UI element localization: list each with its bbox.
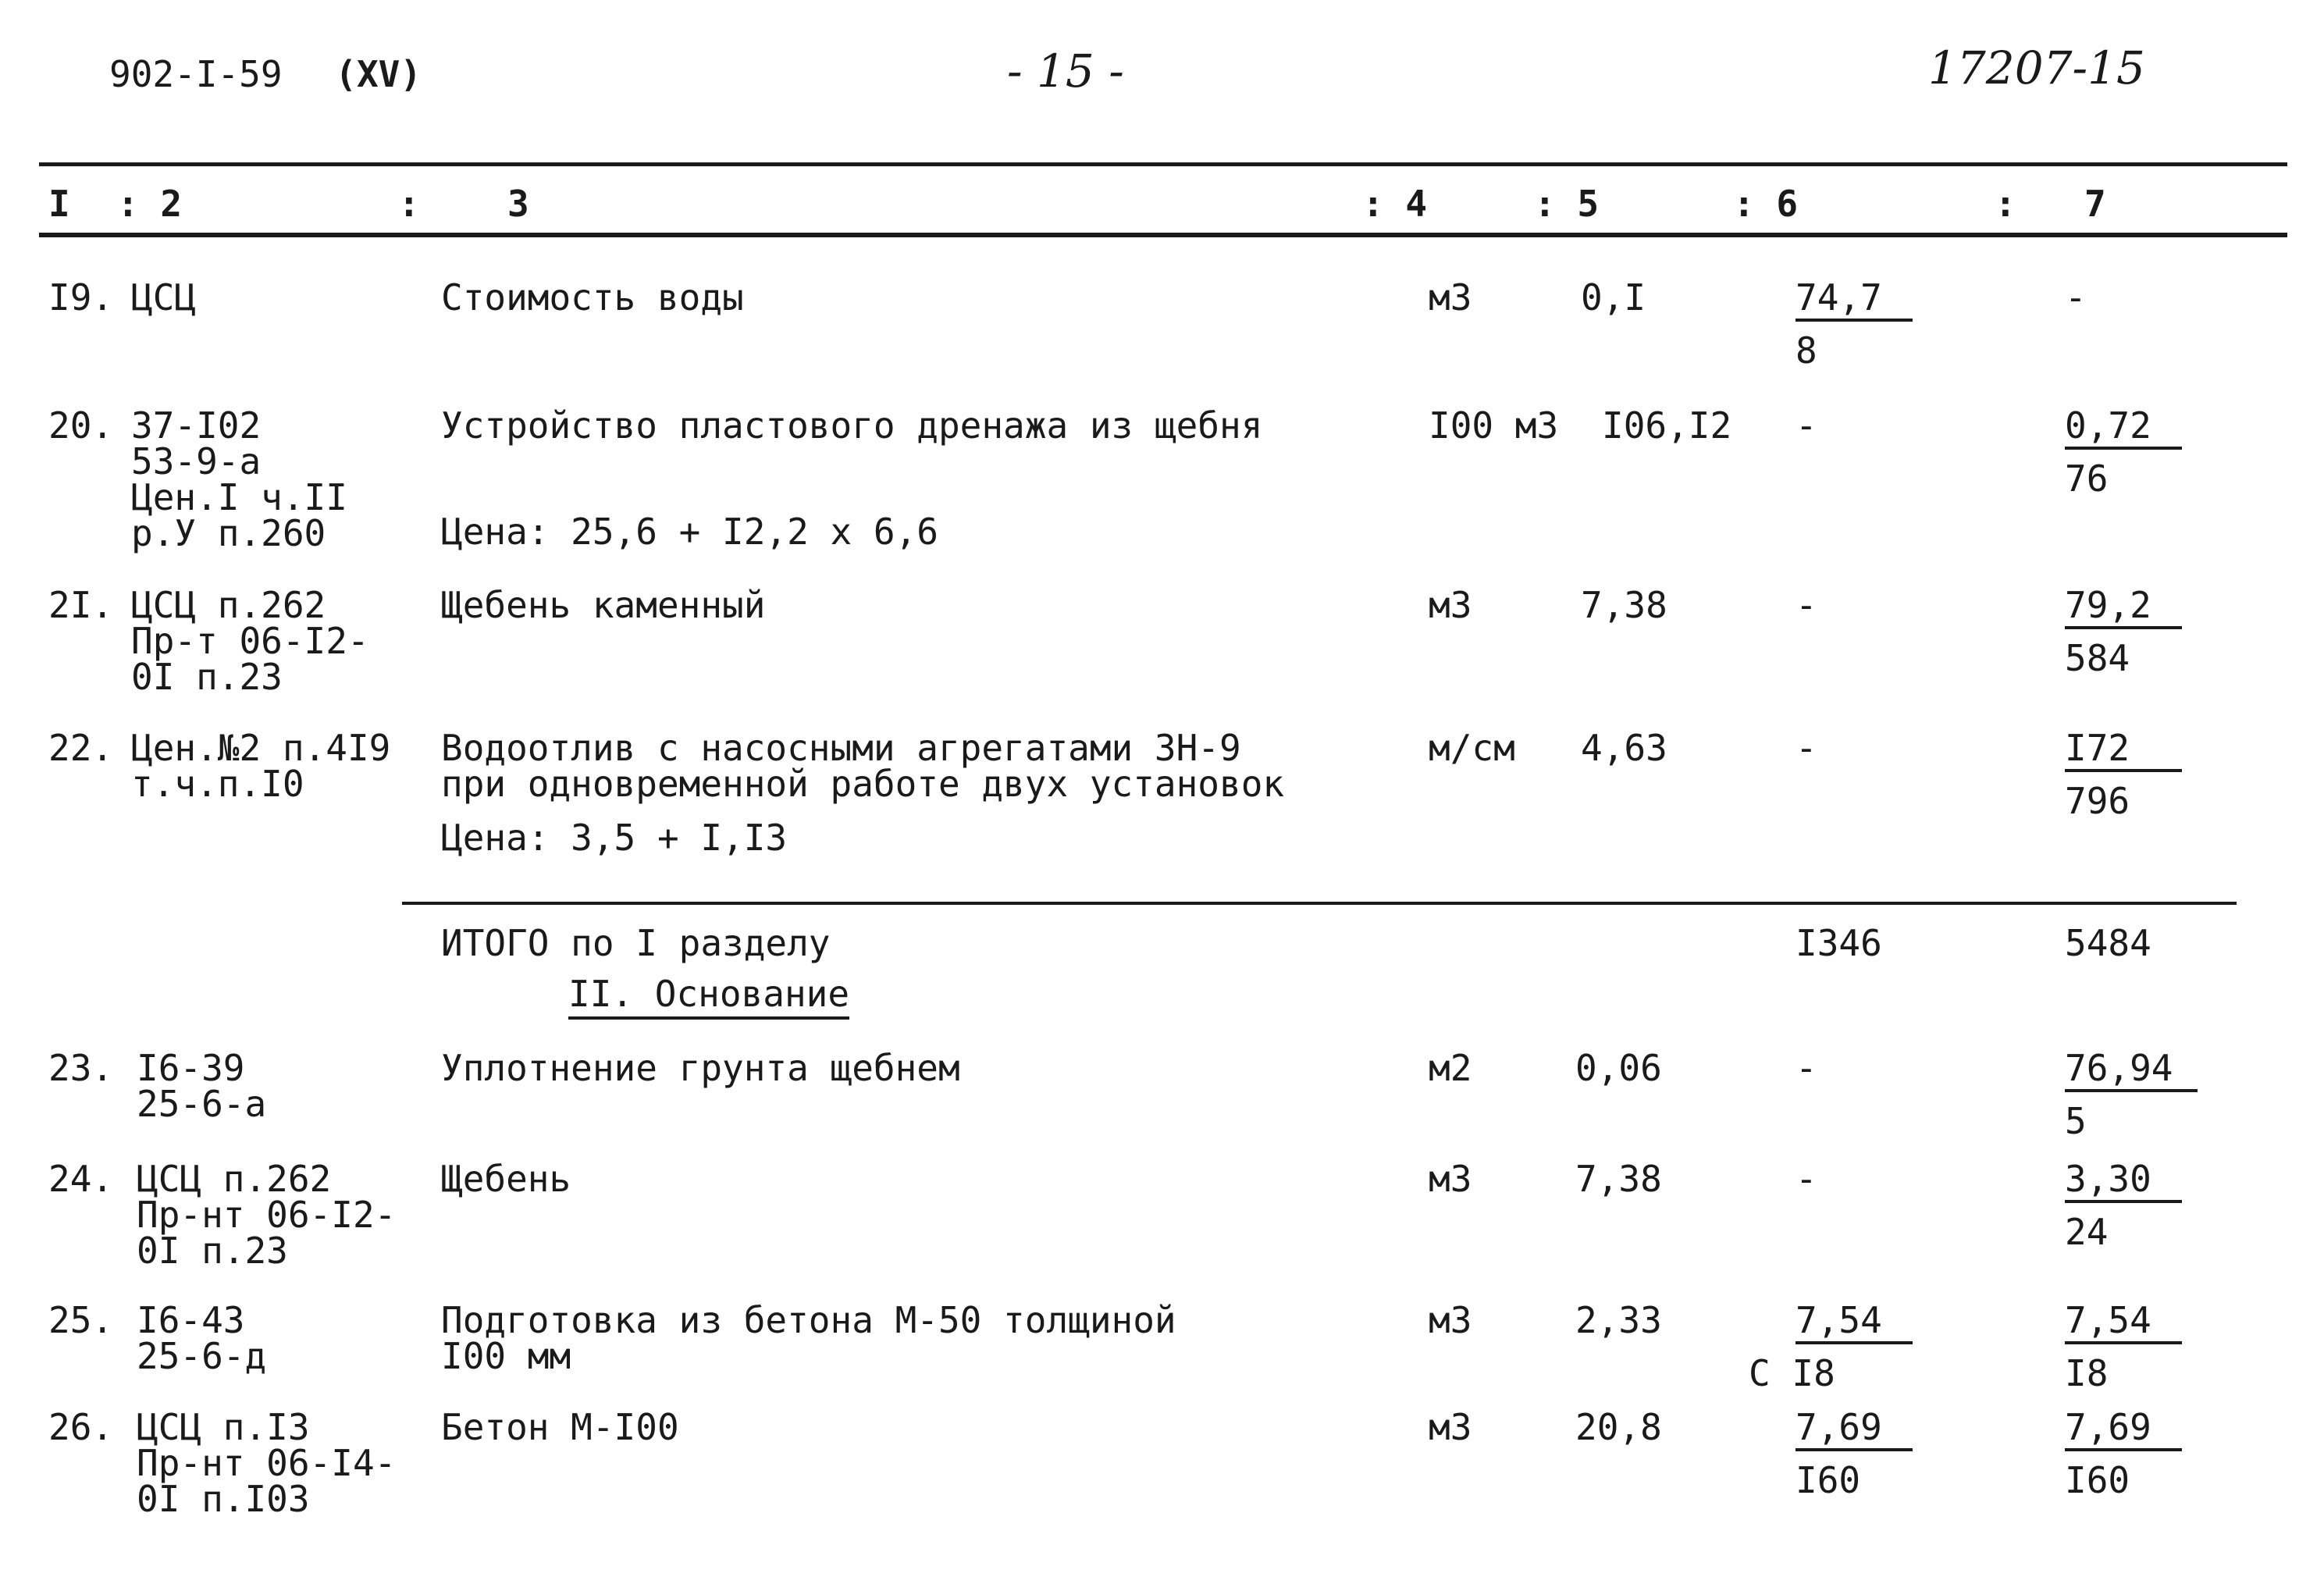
desc-line: Щебень (441, 1158, 571, 1200)
row-reference (131, 584, 369, 698)
col6-fraction (1795, 1406, 1913, 1501)
row-number: 26. (48, 1406, 114, 1448)
row-description (441, 1299, 1176, 1377)
row-description (441, 1047, 960, 1089)
ref-line: Цен.№2 п.4I9 (131, 727, 391, 769)
fraction-top: 0,72 (2065, 408, 2182, 450)
col-header-6: : 6 (1733, 183, 1799, 225)
desc-line: при одновременной работе двух установок (441, 763, 1285, 805)
col6-value: - (1795, 584, 1817, 626)
ref-line: Пр-нт 06-I4- (137, 1442, 397, 1484)
desc-line: Бетон М-I00 (441, 1406, 679, 1448)
variant-code: (XV) (335, 53, 422, 95)
col-header-7: 7 (2084, 183, 2106, 225)
ref-line: Пр-нт 06-I2- (137, 1194, 397, 1236)
fraction-bottom: I60 (1795, 1459, 1861, 1501)
row-unit: м3 (1429, 584, 1472, 626)
ref-line: 53-9-а (131, 440, 262, 482)
row-description (441, 276, 744, 319)
page-number: - 15 - (1007, 44, 1124, 98)
fraction-bottom: С I8 (1749, 1352, 1835, 1394)
col-header-3: 3 (507, 183, 529, 225)
desc-line: Уплотнение грунта щебнем (441, 1047, 960, 1089)
price-note: Цена: 25,6 + I2,2 x 6,6 (441, 511, 938, 553)
fraction-bottom: I8 (2065, 1352, 2109, 1394)
desc-line: Подготовка из бетона М-50 толщиной (441, 1299, 1176, 1341)
col6-value: - (1795, 727, 1817, 769)
col7-fraction (2065, 1158, 2182, 1253)
row-quantity: 7,38 (1581, 584, 1667, 626)
row-quantity: 20,8 (1575, 1406, 1662, 1448)
fraction-top: 76,94 (2065, 1050, 2198, 1092)
sheet-number: 17207-15 (1928, 41, 2145, 94)
row-number: I9. (48, 276, 114, 319)
ref-line: 0I п.I03 (137, 1478, 310, 1520)
col-sep: : (1995, 183, 2016, 225)
row-unit: м3 (1429, 1299, 1472, 1341)
row-description (441, 404, 1263, 447)
col6-value: - (1795, 1047, 1817, 1089)
fraction-top: 7,69 (1795, 1409, 1913, 1451)
ref-line: ЦСЦ п.262 (131, 584, 326, 626)
fraction-bottom: 24 (2065, 1211, 2109, 1253)
row-reference (137, 1406, 397, 1520)
price-note: Цена: 3,5 + I,I3 (441, 817, 788, 859)
col7-value: - (2065, 276, 2087, 319)
row-number: 20. (48, 404, 114, 447)
row-quantity: I06,I2 (1602, 404, 1732, 447)
row-unit: м/см (1429, 727, 1515, 769)
ref-line: Цен.I ч.II (131, 476, 347, 518)
ref-line: 0I п.23 (137, 1230, 288, 1272)
subtotal-label: ИТОГО по I разделу (441, 922, 831, 964)
row-number: 25. (48, 1299, 114, 1341)
ref-line: т.ч.п.I0 (131, 763, 304, 805)
ref-line: 37-I02 (131, 404, 262, 447)
fraction-top: 7,69 (2065, 1409, 2182, 1451)
doc-code (109, 53, 422, 95)
row-unit: м3 (1429, 276, 1472, 319)
row-number: 22. (48, 727, 114, 769)
fraction-top: I72 (2065, 730, 2182, 772)
fraction-top: 7,54 (1795, 1302, 1913, 1344)
col7-fraction (2065, 727, 2182, 822)
fraction-bottom: I60 (2065, 1459, 2130, 1501)
fraction-bottom: 5 (2065, 1100, 2087, 1142)
row-quantity: 0,I (1581, 276, 1646, 319)
col6-value: - (1795, 1158, 1817, 1200)
row-unit: м3 (1429, 1158, 1472, 1200)
fraction-bottom: 584 (2065, 637, 2130, 679)
fraction-top: 3,30 (2065, 1161, 2182, 1203)
col-header-2: : 2 (117, 183, 183, 225)
row-unit: I00 м3 (1429, 404, 1559, 447)
ref-line: 25-6-д (137, 1335, 267, 1377)
row-description (441, 1406, 679, 1448)
row-description (441, 584, 766, 626)
fraction-bottom: 796 (2065, 780, 2130, 822)
ref-line: I6-43 (137, 1299, 245, 1341)
row-reference (131, 276, 197, 319)
row-number: 2I. (48, 584, 114, 626)
fraction-top: 74,7 (1795, 279, 1913, 322)
row-unit: м3 (1429, 1406, 1472, 1448)
ref-line: I6-39 (137, 1047, 245, 1089)
row-quantity: 4,63 (1581, 727, 1667, 769)
desc-line: Щебень каменный (441, 584, 766, 626)
row-reference (131, 404, 347, 554)
row-quantity: 7,38 (1575, 1158, 1662, 1200)
col-header-5: : 5 (1534, 183, 1600, 225)
col7-fraction (2065, 1047, 2198, 1142)
header-bottom-rule (39, 233, 2287, 237)
subtotal-col7: 5484 (2065, 922, 2151, 964)
subtotal-col6: I346 (1795, 922, 1882, 964)
col6-value: - (1795, 404, 1817, 447)
section-heading: II. Основание (568, 976, 849, 1020)
ref-line: Пр-т 06-I2- (131, 620, 369, 662)
top-rule (39, 162, 2287, 166)
row-description (441, 1158, 571, 1200)
row-quantity: 0,06 (1575, 1047, 1662, 1089)
ref-line: ЦСЦ п.I3 (137, 1406, 310, 1448)
fraction-bottom: 76 (2065, 457, 2109, 500)
col7-fraction (2065, 1299, 2182, 1394)
col-header-4: : 4 (1362, 183, 1428, 225)
row-number: 23. (48, 1047, 114, 1089)
row-reference (131, 727, 391, 805)
col-header-1: I (48, 183, 70, 225)
desc-line: I00 мм (441, 1335, 571, 1377)
ref-line: ЦСЦ (131, 276, 197, 319)
fraction-bottom: 8 (1795, 329, 1817, 372)
row-quantity: 2,33 (1575, 1299, 1662, 1341)
ref-line: р.У п.260 (131, 512, 326, 554)
ref-line: 25-6-а (137, 1083, 267, 1125)
col-sep: : (398, 183, 420, 225)
row-number: 24. (48, 1158, 114, 1200)
col7-fraction (2065, 1406, 2182, 1501)
desc-line: Устройство пластового дренажа из щебня (441, 404, 1263, 447)
row-description (441, 727, 1285, 805)
desc-line: Стоимость воды (441, 276, 744, 319)
col6-fraction (1795, 276, 1913, 372)
subtotal-rule (402, 902, 2237, 905)
row-reference (137, 1158, 397, 1272)
col6-fraction (1749, 1299, 1913, 1394)
row-reference (137, 1047, 267, 1125)
project-code: 902-I-59 (109, 53, 283, 95)
row-unit: м2 (1429, 1047, 1472, 1089)
ref-line: ЦСЦ п.262 (137, 1158, 332, 1200)
ref-line: 0I п.23 (131, 656, 283, 698)
col7-fraction (2065, 404, 2182, 500)
row-reference (137, 1299, 267, 1377)
fraction-top: 79,2 (2065, 587, 2182, 629)
fraction-top: 7,54 (2065, 1302, 2182, 1344)
col7-fraction (2065, 584, 2182, 679)
desc-line: Водоотлив с насосными агрегатами ЗН-9 (441, 727, 1241, 769)
